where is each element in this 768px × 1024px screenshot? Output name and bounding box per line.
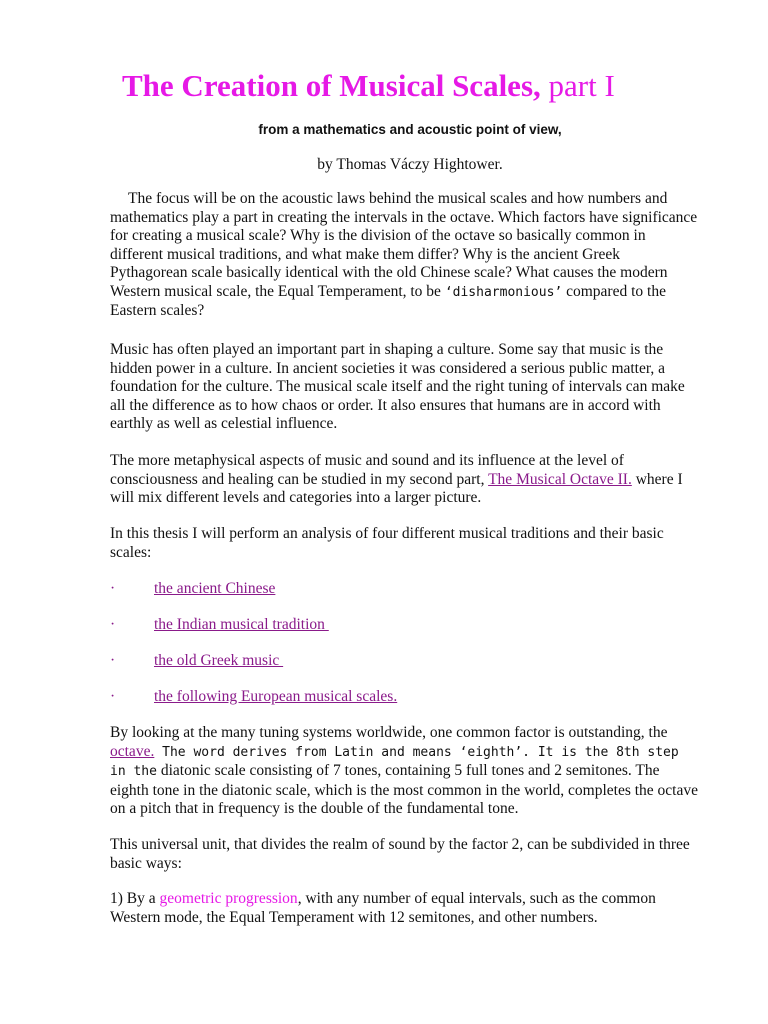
paragraph-intro-quote: ‘disharmonious’ (444, 284, 563, 300)
paragraph-octave (110, 724, 698, 819)
paragraph-metaphysical-end: where I will mix different levels and categories into a larger picture. (110, 470, 683, 506)
page-title (122, 66, 722, 106)
bullet-marker: · (110, 652, 116, 669)
bullet-link-greek[interactable] (110, 652, 710, 670)
paragraph-intro-text: The focus will be on the acoustic laws behind the musical scales and how numbers and mathematics play a part in creating the intervals in the octave. Which factors have significance for creating a musical scale? Why is the division of the octave so basically common in different musical traditions, and what make them differ? Why is the ancient Greek Pythagorean scale basically identical with the old Chinese scale? What causes the modern Western musical scale, the Equal Temperament, to be (110, 190, 698, 300)
geometric-progression-term: geometric progression (159, 890, 298, 907)
paragraph-culture: Music has often played an important part in shaping a culture. Some say that music is the hidden power in a culture. In ancient societies it was considered a serious public matter, a foundation for the culture. The musical scale itself and the right tuning of intervals can make all the difference as to how chaos or order. It also ensures that humans are in accord with earthly as well as celestial influence. (110, 341, 685, 432)
paragraph-metaphysical (110, 452, 698, 508)
bullet-marker: · (110, 580, 116, 597)
bullet-label: the following European musical scales. (154, 688, 398, 705)
title-main: The Creation of Musical Scales, (122, 68, 541, 103)
bullet-link-european[interactable] (110, 688, 710, 706)
paragraph-octave-latin: The word derives from Latin and means ‘eighth’. It is the 8th step in the (110, 744, 679, 779)
paragraph-metaphysical-text: The more metaphysical aspects of music and sound and its influence at the level of consciousness and healing can be studied in my second part, (110, 452, 624, 488)
paragraph-universal-unit: This universal unit, that divides the realm of sound by the factor 2, can be subdivided in three basic ways: (110, 836, 690, 872)
bullet-link-indian[interactable] (110, 616, 710, 634)
paragraph-thesis: In this thesis I will perform an analysis of four different musical traditions and their basic scales: (110, 525, 664, 561)
byline: by Thomas Váczy Hightower. (317, 156, 503, 173)
bullet-label: the old Greek music (154, 652, 284, 669)
bullet-marker: · (110, 688, 116, 705)
paragraph-intro-end: compared to the Eastern scales? (110, 282, 666, 319)
bullet-link-chinese[interactable] (110, 580, 710, 598)
octave-link[interactable]: octave. (110, 742, 155, 760)
paragraph-intro (110, 190, 698, 321)
paragraph-geometric-text: 1) By a (110, 890, 160, 907)
paragraph-octave-end: diatonic scale consisting of 7 tones, containing 5 full tones and 2 semitones. The eighth tone in the diatonic scale, which is the most common in the world, completes the octave on a pitch that in frequency is the double of the fundamental tone. (110, 762, 698, 817)
subtitle: from a mathematics and acoustic point of view, (258, 122, 562, 137)
paragraph-geometric-end: , with any number of equal intervals, such as the common Western mode, the Equal Temperament with 12 semitones, and other numbers. (110, 890, 656, 926)
title-part: part I (540, 68, 615, 103)
bullet-label: the ancient Chinese (154, 580, 276, 597)
bullet-label: the Indian musical tradition (154, 616, 329, 633)
bullet-marker: · (110, 616, 116, 633)
paragraph-geometric (110, 890, 698, 927)
musical-octave-link[interactable]: The Musical Octave II. (488, 470, 632, 488)
paragraph-octave-text: By looking at the many tuning systems worldwide, one common factor is outstanding, the (110, 724, 668, 741)
